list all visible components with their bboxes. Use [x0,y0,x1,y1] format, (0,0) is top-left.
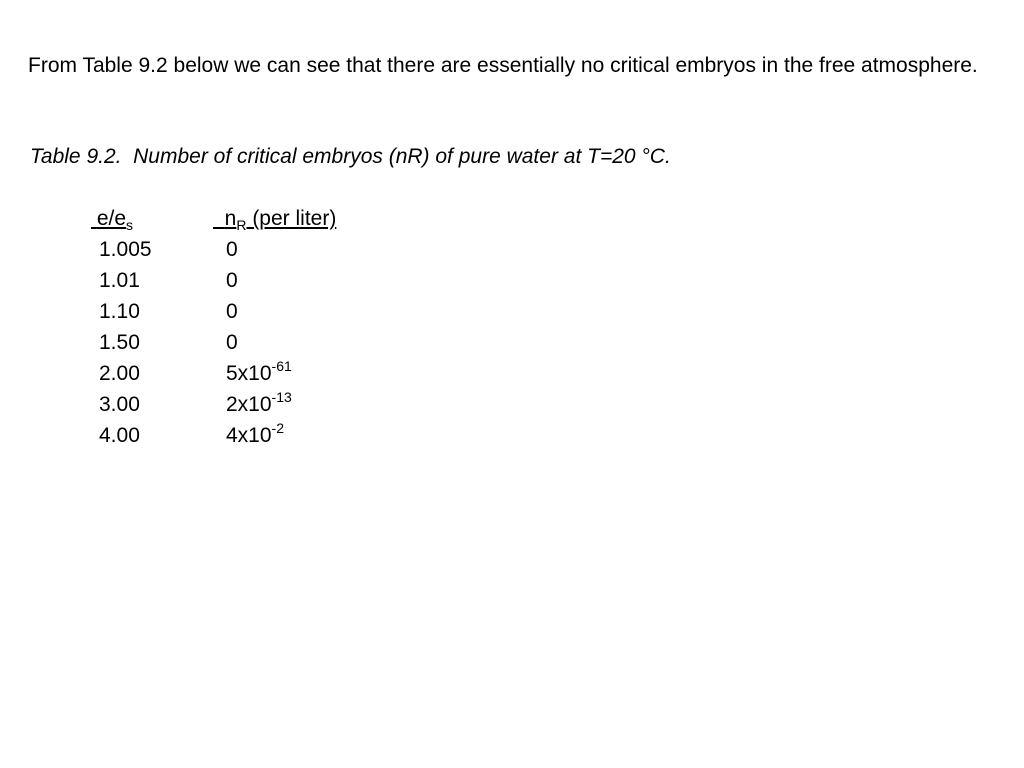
table-cell-ratio: 1.005 [99,238,152,261]
header-count-base: n [224,207,237,230]
header-ratio [91,203,133,234]
header-ratio-base: e/e [96,207,127,230]
table-cell-ratio: 1.50 [99,331,140,354]
table-cell-count-base: 0 [226,300,238,323]
table-cell-ratio: 2.00 [99,362,140,385]
table-cell-ratio: 1.01 [99,269,140,292]
table-cell-count-base: 0 [226,238,238,261]
table-cell-ratio: 4.00 [99,424,140,447]
header-count [213,203,336,234]
header-ratio-subscript: s [126,217,134,233]
table-cell-count-exponent: -61 [271,358,292,374]
table-cell-count-base: 0 [226,269,238,292]
table-cell-ratio: 1.10 [99,300,140,323]
table-cell-count [226,234,238,265]
header-count-subscript: R [236,217,247,233]
table-cell-count [226,327,238,358]
table-cell-count [226,420,284,451]
table-cell-count-base: 4x10 [226,424,272,447]
table-cell-count-base: 0 [226,331,238,354]
header-count-unit: (per liter) [246,207,337,230]
table-cell-count [226,389,292,420]
table-cell-count [226,296,238,327]
table-cell-count [226,265,238,296]
table-cell-count [226,358,292,389]
table-caption: Table 9.2. Number of critical embryos (nR) of pure water at T=20 °C. [30,145,671,168]
table-cell-count-exponent: -13 [271,389,292,405]
table-cell-count-base: 2x10 [226,393,272,416]
table-cell-ratio: 3.00 [99,393,140,416]
intro-paragraph: From Table 9.2 below we can see that there are essentially no critical embryos in the free atmosphere. [28,54,978,77]
table-cell-count-base: 5x10 [226,362,272,385]
table-cell-count-exponent: -2 [271,420,284,436]
